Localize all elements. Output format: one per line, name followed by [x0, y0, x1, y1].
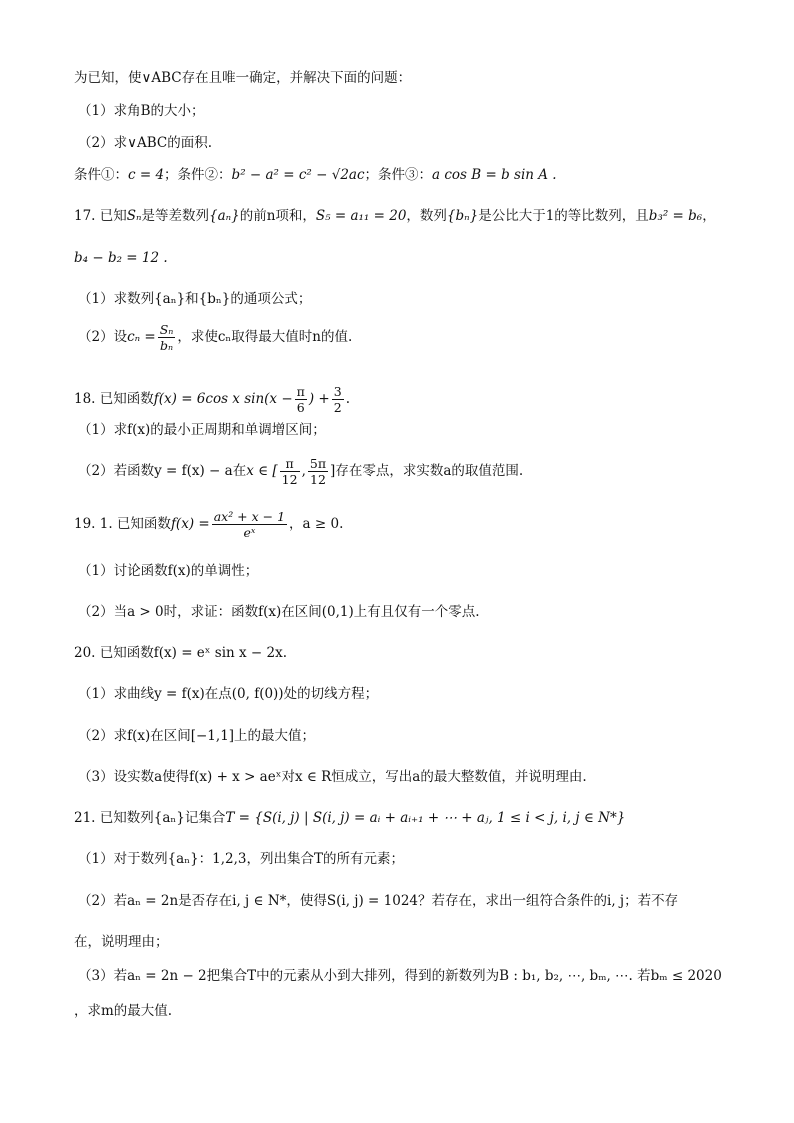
q18-func-b: ) +: [308, 391, 330, 407]
q19-stem: [74, 509, 343, 540]
q18-int-num2: 5π: [309, 456, 327, 471]
q19-numerator: ax² + x − 1: [213, 509, 286, 524]
q17-cn-denominator: bₙ: [160, 338, 174, 353]
q17-part-2: [78, 322, 352, 353]
q18-interval-close: ]: [330, 463, 336, 479]
q19-prefix: 19. 1. 已知函数: [74, 516, 171, 532]
q19-func-lhs: f(x) =: [170, 516, 210, 532]
q18-frac-32: [332, 384, 344, 415]
q18-frac2-den: 2: [333, 400, 342, 415]
q21-part-2: （2）若aₙ = 2n是否存在i, j ∈ N*，使得S(i, j) = 1024？若存在，求出一组符合条件的i, j；若不存: [78, 893, 679, 909]
cond-label-3: ；条件③：: [364, 167, 433, 183]
q17-text-f: ，: [702, 208, 716, 224]
q17-stem-cont: b₄ − b₂ = 12 .: [74, 250, 168, 266]
q18-interval-frac2: [308, 456, 328, 487]
q17-sn: Sₙ: [126, 208, 142, 224]
q17-stem: [74, 206, 716, 226]
intro-line: 为已知，使∨ABC存在且唯一确定，并解决下面的问题：: [74, 70, 412, 86]
q18-interval-sep: ,: [301, 463, 306, 479]
cond-2-math: b² − a² = c² − √2ac: [231, 167, 365, 183]
q17-bn: {bₙ}: [446, 208, 479, 224]
q18-part-1: （1）求f(x)的最小正周期和单调增区间；: [78, 422, 326, 438]
q21-stem: [74, 808, 625, 828]
q19-suffix: ，a ≥ 0.: [289, 516, 344, 532]
q18-int-num1: π: [280, 456, 300, 472]
q18-stem: [74, 384, 350, 415]
q17-cn-lhs: cₙ =: [127, 329, 156, 345]
q17-text-e: 是公比大于1的等比数列，且: [478, 208, 649, 224]
q19-part-2: （2）当a > 0时，求证：函数f(x)在区间(0,1)上有且仅有一个零点.: [78, 604, 480, 620]
q19-part-1: （1）讨论函数f(x)的单调性；: [78, 563, 259, 579]
q17-cn-fraction: [158, 322, 176, 353]
conditions-line: [74, 165, 557, 185]
q17-s5: S₅ = a₁₁ = 20: [315, 208, 407, 224]
q18-func-a: f(x) = 6cos x sin(x −: [153, 391, 293, 407]
q18-2-suffix: 存在零点，求实数a的取值范围.: [335, 463, 524, 479]
q17-part-1: （1）求数列{aₙ}和{bₙ}的通项公式；: [78, 291, 312, 307]
q17-2-suffix: ，求使cₙ取得最大值时n的值.: [177, 329, 353, 345]
q18-frac1-den: 6: [296, 400, 305, 415]
q20-part-1: （1）求曲线y = f(x)在点(0, f(0))处的切线方程；: [78, 686, 379, 702]
q20-stem: 20. 已知函数f(x) = eˣ sin x − 2x.: [74, 645, 288, 661]
q17-2-prefix: （2）设: [78, 329, 128, 345]
q18-frac1-num: π: [296, 384, 305, 399]
q18-frac-pi6: [295, 384, 307, 415]
q18-frac2-num: 3: [333, 384, 342, 399]
q21-part-3-cont: ，求m的最大值.: [74, 1003, 173, 1019]
q17-b3: b₃² = b₆: [648, 208, 703, 224]
cond-1-math: c = 4: [128, 167, 165, 183]
question-2: （2）求∨ABC的面积.: [78, 135, 213, 151]
q19-denominator: eˣ: [243, 525, 256, 540]
q18-2-prefix: （2）若函数y = f(x) − a在: [78, 463, 247, 479]
cond-3-math: a cos B = b sin A .: [432, 167, 557, 183]
q18-period: .: [345, 391, 350, 407]
q18-int-den2: 12: [310, 472, 326, 487]
question-1: （1）求角B的大小；: [78, 103, 205, 119]
q17-an: {aₙ}: [209, 208, 240, 224]
q21-set-t: T = {S(i, j) | S(i, j) = aᵢ + aᵢ₊₁ + ⋯ + aⱼ, 1 ≤ i < j, i, j ∈ N*}: [225, 810, 626, 826]
cond-label-2: ；条件②：: [164, 167, 232, 183]
q18-int-den1: 12: [281, 472, 298, 487]
q18-part-2: [78, 456, 523, 487]
q19-fraction: [212, 509, 287, 540]
q20-part-2: （2）求f(x)在区间[−1,1]上的最大值；: [78, 728, 316, 744]
q17-prefix: 17. 已知: [74, 208, 127, 224]
q20-part-3: （3）设实数a使得f(x) + x > aeˣ对x ∈ R恒成立，写出a的最大整数值，并说明理由.: [78, 769, 587, 785]
q17-text-d: ，数列: [406, 208, 447, 224]
q17-cn-numerator: Sₙ: [159, 322, 174, 337]
q17-text-b: 是等差数列: [141, 208, 209, 224]
q21-prefix: 21. 已知数列{aₙ}记集合: [74, 810, 226, 826]
q18-interval-frac1: [280, 456, 300, 487]
q21-part-2-cont: 在，说明理由；: [74, 934, 169, 950]
q21-part-1: （1）对于数列{aₙ}：1,2,3，列出集合T的所有元素；: [78, 851, 405, 867]
cond-label-1: 条件①：: [74, 167, 128, 183]
q21-part-3: （3）若aₙ = 2n − 2把集合T中的元素从小到大排列，得到的新数列为B : b₁, b₂, ⋯, bₘ, ⋯. 若bₘ ≤ 2020: [78, 968, 722, 984]
q17-text-c: 的前n项和，: [239, 208, 316, 224]
q18-prefix: 18. 已知函数: [74, 391, 154, 407]
q18-interval-open: x ∈ [: [246, 463, 278, 479]
